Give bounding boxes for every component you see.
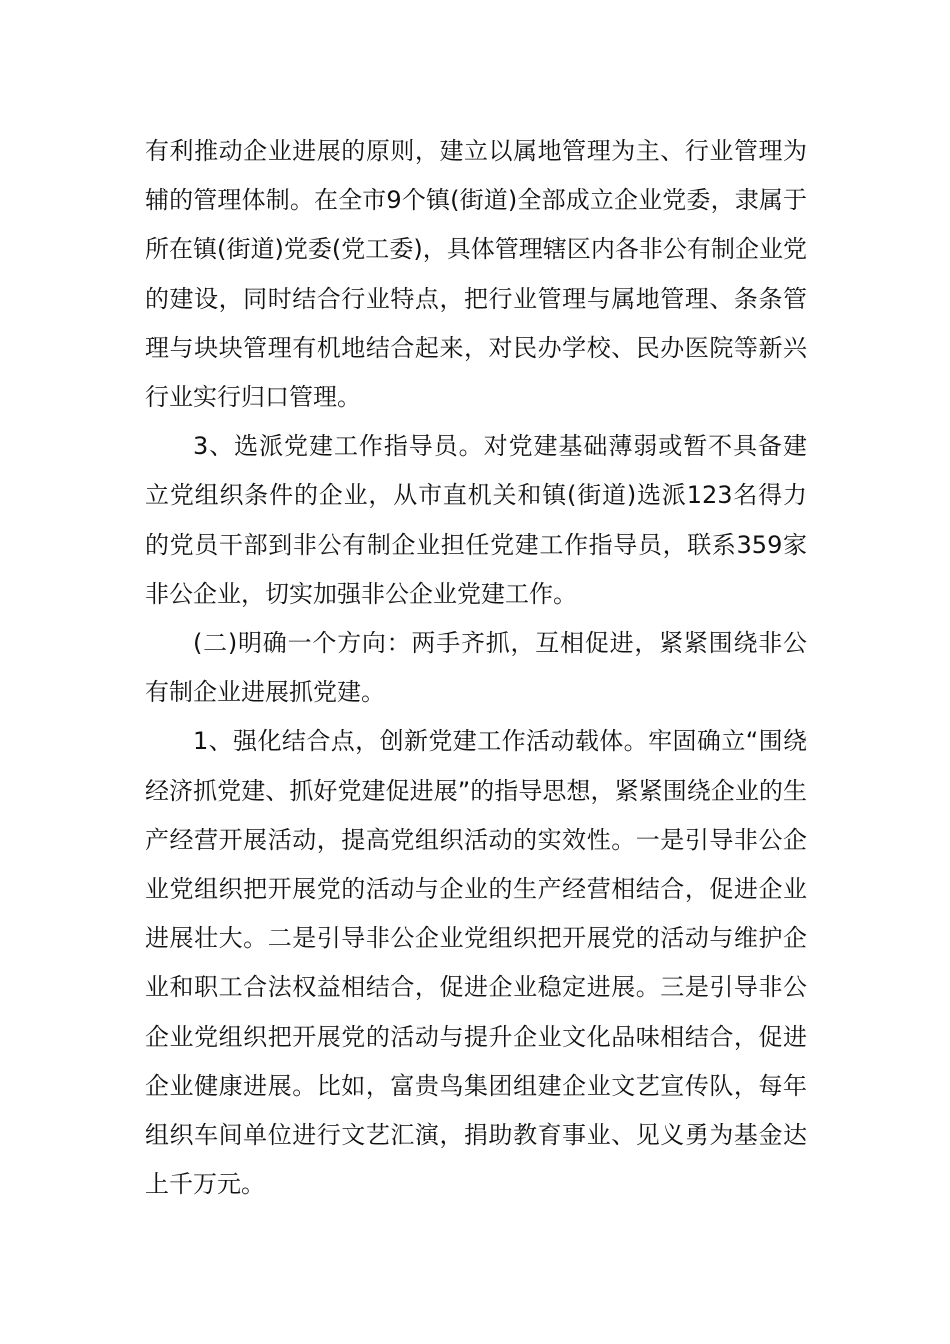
- paragraph-item-1: 1、强化结合点，创新党建工作活动载体。牢固确立“围绕经济抓党建、抓好党建促进展”的指导思想，紧紧围绕企业的生产经营开展活动，提高党组织活动的实效性。一是引导非公企业党组织把开展党的活动与企业的生产经营相结合，促进企业进展壮大。二是引导非公企业党组织把开展党的活动与维护企业和职工合法权益相结合，促进企业稳定进展。三是引导非公企业党组织把开展党的活动与提升企业文化品味相结合，促进企业健康进展。比如，富贵鸟集团组建企业文艺宣传队，每年组织车间单位进行文艺汇演，捐助教育事业、见义勇为基金达上千万元。: [145, 727, 807, 1199]
- paragraph-item-3: 3、选派党建工作指导员。对党建基础薄弱或暂不具备建立党组织条件的企业，从市直机关和镇(街道)选派123名得力的党员干部到非公有制企业担任党建工作指导员，联系359家非公企业，切实加强非公企业党建工作。: [145, 432, 807, 608]
- paragraph-continuation: 有利推动企业进展的原则，建立以属地管理为主、行业管理为辅的管理体制。在全市9个镇(街道)全部成立企业党委，隶属于所在镇(街道)党委(党工委)，具体管理辖区内各非公有制企业党的建设，同时结合行业特点，把行业管理与属地管理、条条管理与块块管理有机地结合起来，对民办学校、民办医院等新兴行业实行归口管理。: [145, 137, 807, 412]
- document-body: [145, 127, 807, 1209]
- paragraph-section-heading: (二)明确一个方向：两手齐抓，互相促进，紧紧围绕非公有制企业进展抓党建。: [145, 629, 807, 707]
